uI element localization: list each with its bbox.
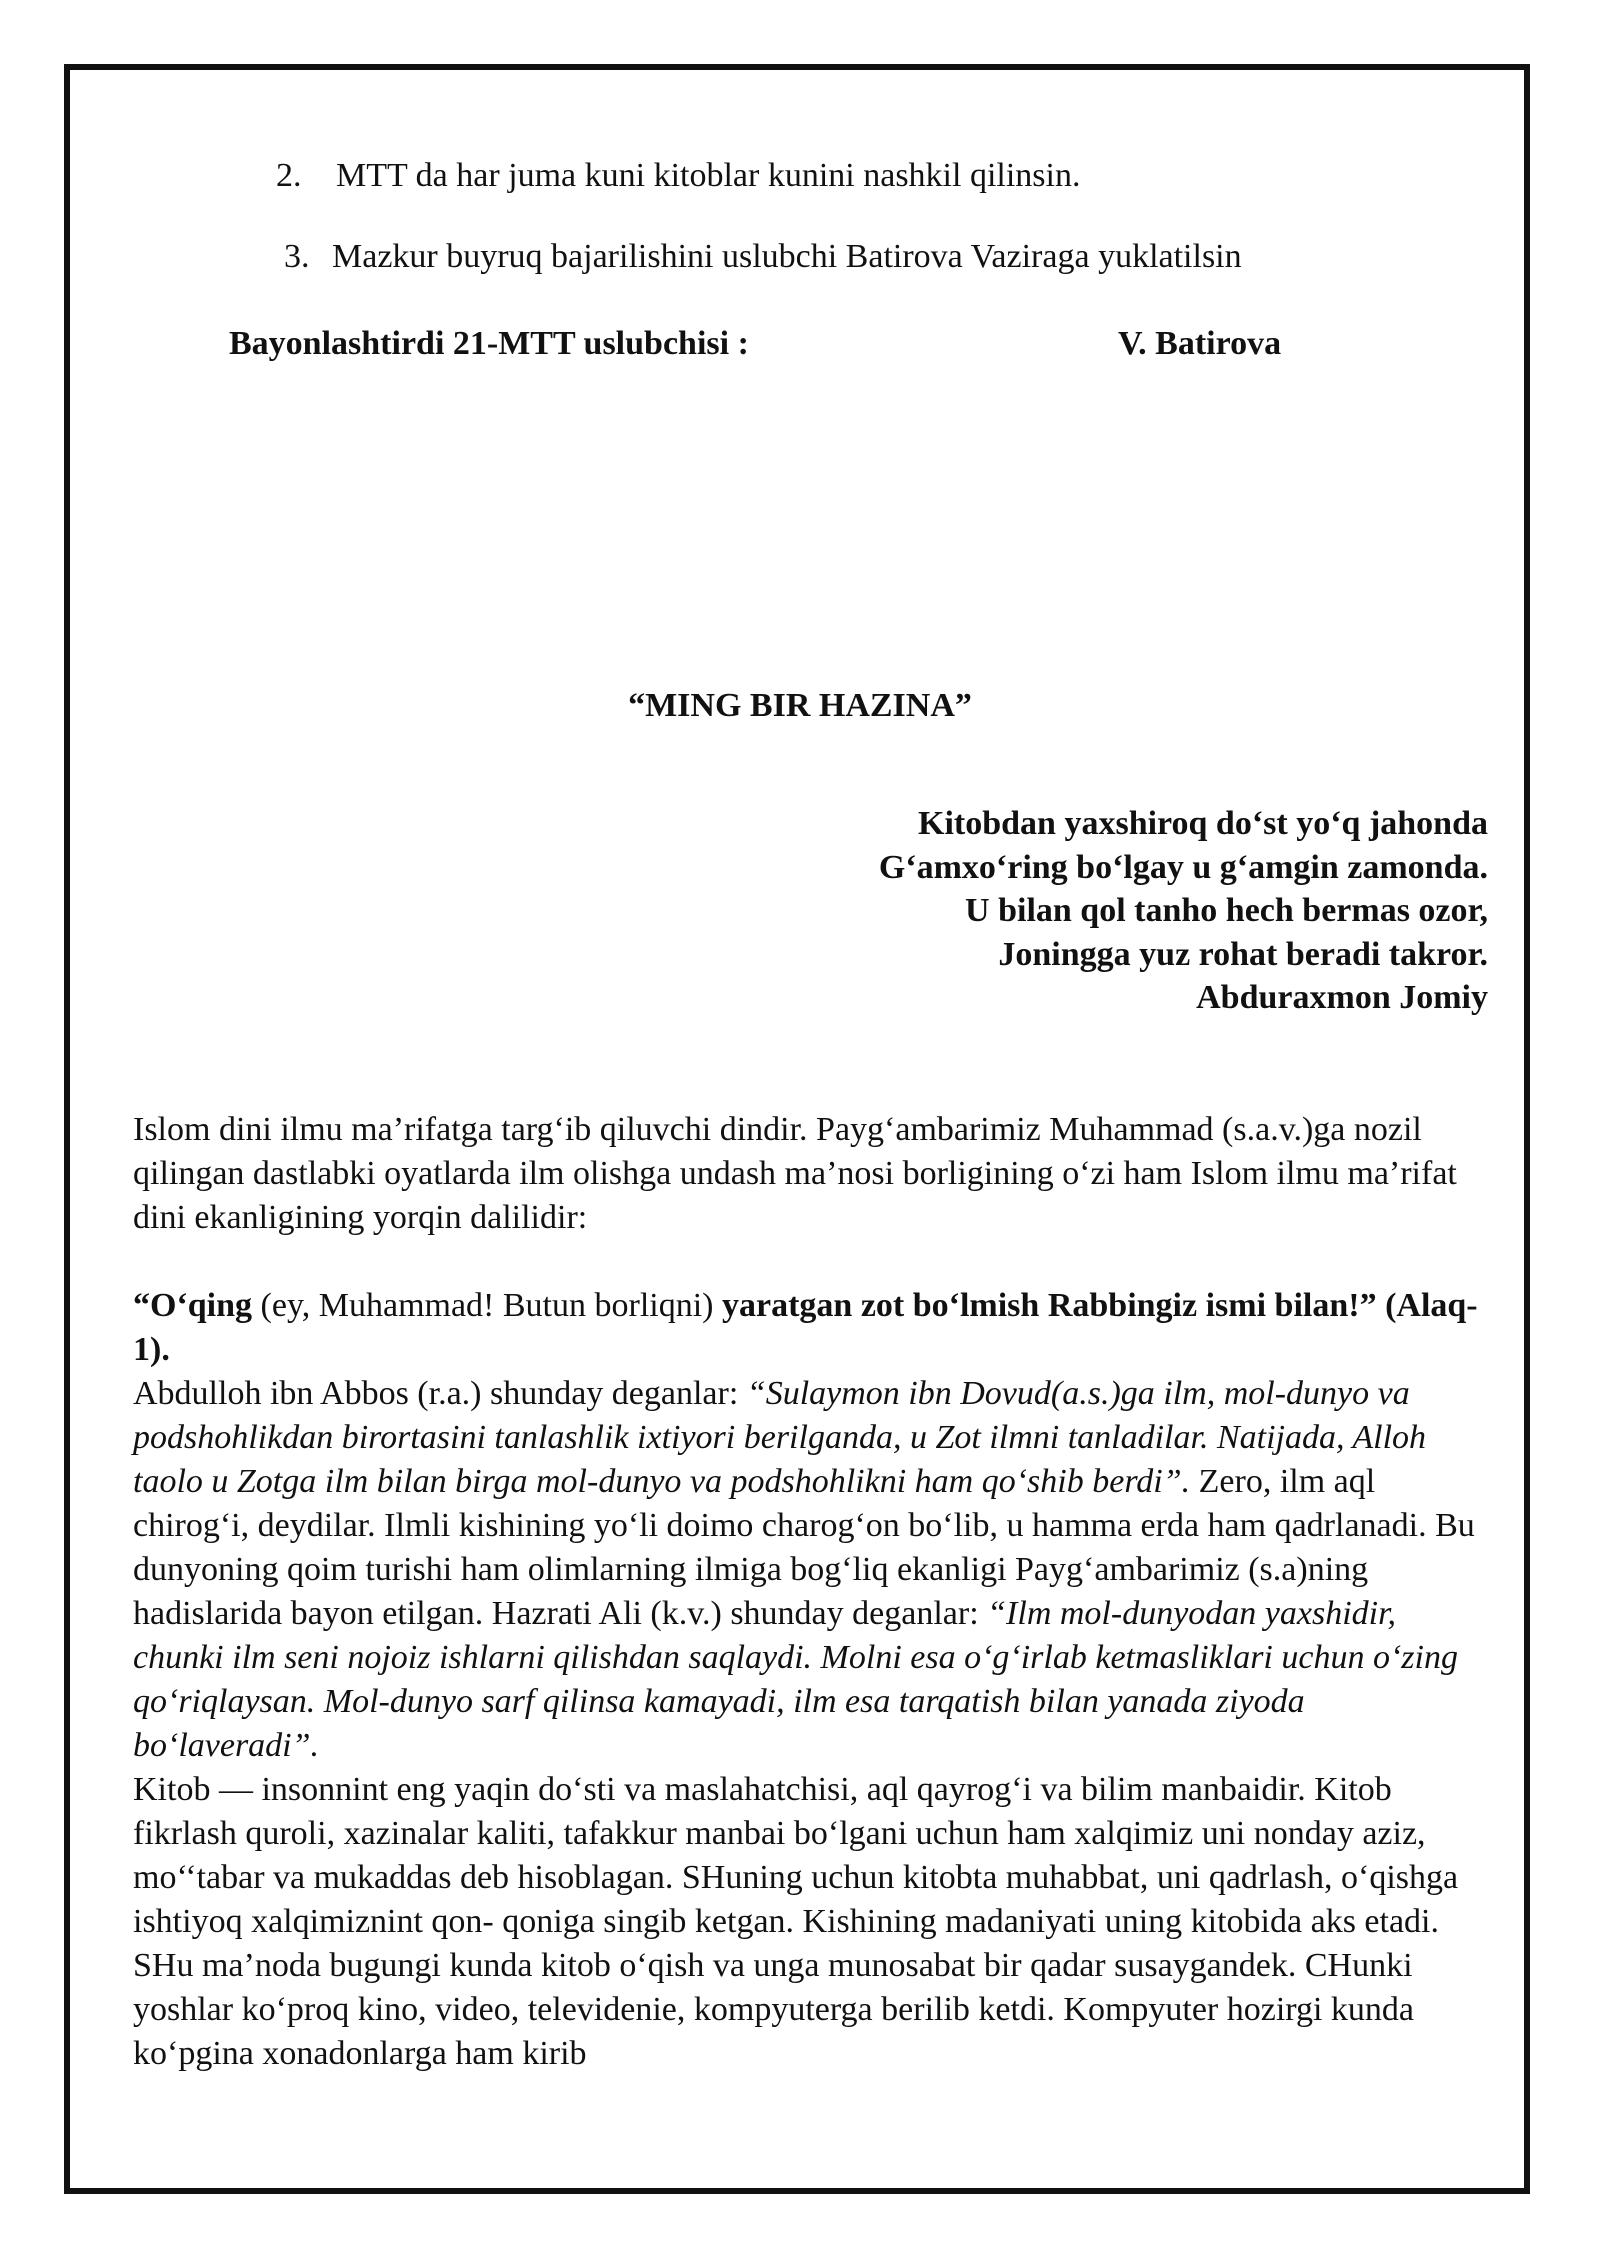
main-text bbox=[133, 1284, 1483, 2076]
poem-author: Abduraxmon Jomiy bbox=[1196, 979, 1488, 1016]
epigraph-poem bbox=[879, 802, 1488, 1020]
kitob-paragraph: Kitob — insonnint eng yaqin do‘sti va maslahatchisi, aql qayrog‘i va bilim manbaidir. Kitob fikrlash quroli, xazinalar kaliti, tafakkur manbai bo‘lgani uchun ham xalqimiz uni nonday aziz, mo‘‘tabar va mukaddas deb hisoblagan. SHuning uchun kitobta muhabbat, uni qadrlash, o‘qishga ishtiyoq xalqimiznint qon- qoniga singib ketgan. Kishining madaniyati uning kitobida aks etadi. SHu ma’noda bugungi kunda kitob o‘qish va unga munosabat bir qadar susaygandek. CHunki yoshlar ko‘proq kino, video, televidenie, kompyuterga berilib ketdi. Kompyuter hozirgi kunda ko‘pgina xonadonlarga ham kirib bbox=[133, 1771, 1459, 2072]
signature-name: V. Batirova bbox=[1118, 325, 1282, 362]
quran-quote-bold-start: “O‘qing bbox=[133, 1287, 253, 1324]
abbos-after: Zero, ilm aql chirog‘i, deydilar. Ilmli kishining yo‘li doimo charog‘on bo‘lib, u hamma erda ham qadrlanadi. Bu dunyoning qoim turishi ham olimlarning ilmiga bog‘liq ekanligi Payg‘ambarimiz (s.a)ning hadislarida bayon etilgan. Hazrati Ali (k.v.) shunday deganlar: bbox=[133, 1463, 1475, 1632]
quran-quote-paragraph bbox=[133, 1284, 1483, 1372]
ali-quote: “Ilm mol-dunyodan yaxshidir, chunki ilm seni nojoiz ishlarni qilishdan saqlaydi. Molni esa o‘g‘irlab ketmasliklari uchun o‘zing qo‘riqlaysan. Mol-dunyo sarf qilinsa kamayadi, ilm esa tarqatish bilan yanada ziyoda bo‘laveradi”. bbox=[133, 1595, 1458, 1764]
abbos-quote: “Sulaymon ibn Dovud(a.s.)ga ilm, mol-dunyo va podshohlikdan birortasini tanlashlik ixtiyori berilganda, u Zot ilmni tanladilar. Natijada, Alloh taolo u Zotga ilm bilan birga mol-dunyo va podshohlikni ham qo‘shib berdi”. bbox=[133, 1375, 1427, 1500]
poem-line: G‘amxo‘ring bo‘lgay u g‘amgin zamonda. bbox=[878, 848, 1488, 886]
quran-quote-plain: (ey, Muhammad! Butun borliqni) bbox=[252, 1287, 722, 1324]
list-item-text: Mazkur buyruq bajarilishini uslubchi Batirova Vaziraga yuklatilsin bbox=[332, 238, 1242, 275]
list-item-number: 3. bbox=[284, 238, 310, 275]
list-item bbox=[276, 156, 1080, 196]
document-title: “MING BIR HAZINA” bbox=[628, 687, 972, 724]
list-item-number: 2. bbox=[276, 157, 302, 194]
intro-text: Islom dini ilmu ma’rifatga targ‘ib qiluvchi dindir. Payg‘ambarimiz Muhammad (s.a.v.)ga nozil qilingan dastlabki oyatlarda ilm olishga undash ma’nosi borligining o‘zi ham Islom ilmu ma’rifat dini ekanligining yorqin dalilidir: bbox=[133, 1111, 1457, 1236]
poem-line: U bilan qol tanho hech bermas ozor, bbox=[965, 892, 1488, 929]
quran-quote-bold-end: yaratgan zot bo‘lmish Rabbingiz ismi bilan!” (Alaq-1). bbox=[133, 1287, 1478, 1368]
signature-label: Bayonlashtirdi 21-MTT uslubchisi : bbox=[229, 325, 749, 362]
intro-paragraph bbox=[133, 1108, 1483, 1240]
abbos-lead: Abdulloh ibn Abbos (r.a.) shunday deganlar: bbox=[133, 1375, 747, 1412]
list-item-text: MTT da har juma kuni kitoblar kunini nashkil qilinsin. bbox=[336, 157, 1081, 194]
hadith-paragraph bbox=[133, 1372, 1483, 1768]
poem-line: Kitobdan yaxshiroq do‘st yo‘q jahonda bbox=[918, 805, 1488, 842]
list-item bbox=[284, 237, 1242, 277]
poem-line: Joningga yuz rohat beradi takror. bbox=[998, 935, 1488, 973]
